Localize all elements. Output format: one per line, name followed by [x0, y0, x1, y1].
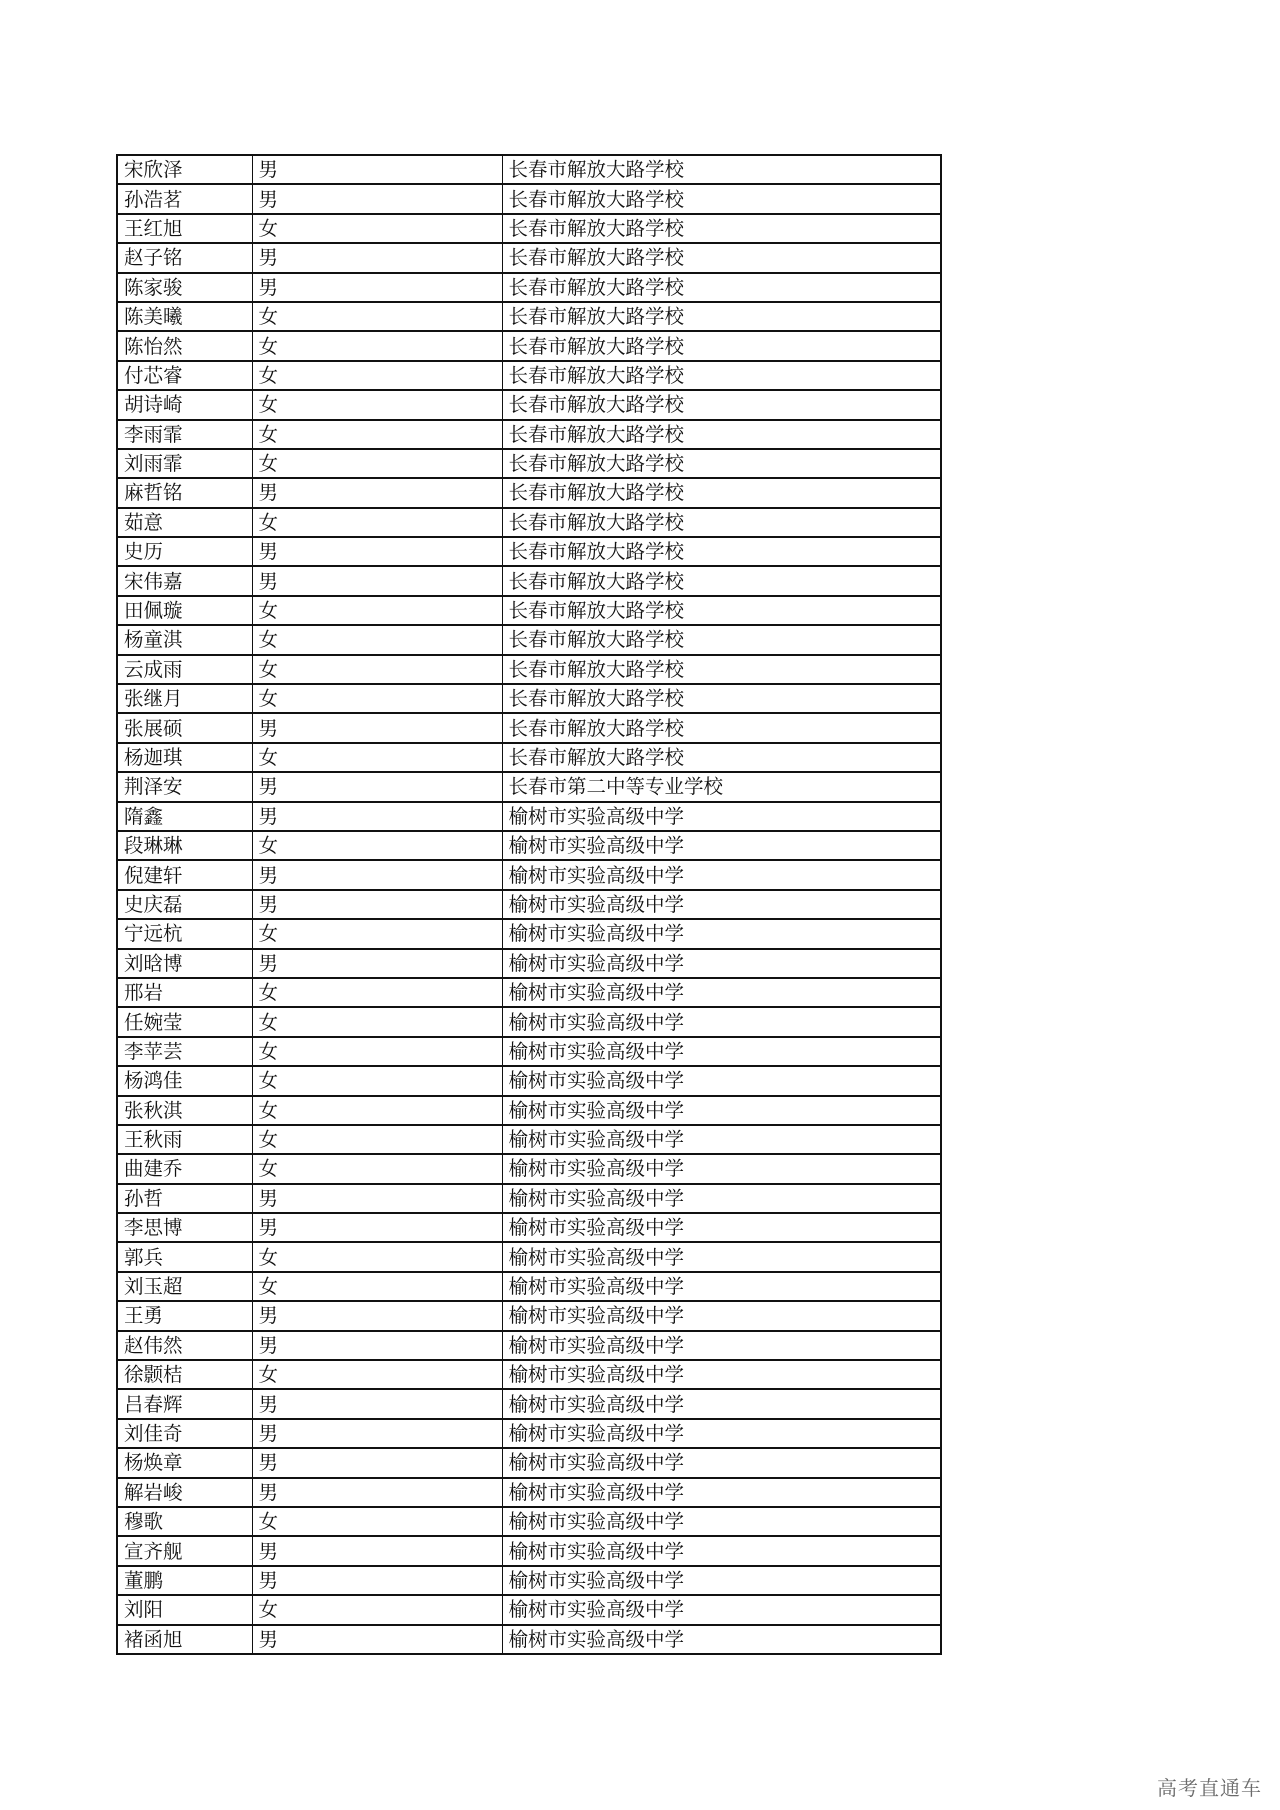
- school-cell: 长春市解放大路学校: [502, 361, 941, 390]
- table-row: [117, 655, 941, 684]
- gender-cell: 男: [252, 949, 502, 978]
- school-cell: 长春市解放大路学校: [502, 743, 941, 772]
- school-cell: 榆树市实验高级中学: [502, 978, 941, 1007]
- gender-cell: 男: [252, 1389, 502, 1418]
- table-row: [117, 743, 941, 772]
- school-cell: 榆树市实验高级中学: [502, 1478, 941, 1507]
- student-name-cell: 付芯睿: [117, 361, 252, 390]
- school-cell: 长春市解放大路学校: [502, 184, 941, 213]
- student-name-cell: 宋伟嘉: [117, 566, 252, 595]
- school-cell: 榆树市实验高级中学: [502, 1360, 941, 1389]
- table-row: [117, 1536, 941, 1565]
- gender-cell: 女: [252, 919, 502, 948]
- school-cell: 长春市解放大路学校: [502, 537, 941, 566]
- table-row: [117, 1478, 941, 1507]
- gender-cell: 男: [252, 1448, 502, 1477]
- student-name-cell: 吕春辉: [117, 1389, 252, 1418]
- table-row: [117, 1331, 941, 1360]
- table-row: [117, 1213, 941, 1242]
- student-name-cell: 王秋雨: [117, 1125, 252, 1154]
- student-name-cell: 曲建乔: [117, 1154, 252, 1183]
- gender-cell: 女: [252, 1360, 502, 1389]
- gender-cell: 女: [252, 1154, 502, 1183]
- gender-cell: 男: [252, 1419, 502, 1448]
- gender-cell: 女: [252, 978, 502, 1007]
- gender-cell: 女: [252, 596, 502, 625]
- table-row: [117, 919, 941, 948]
- table-row: [117, 1242, 941, 1271]
- table-row: [117, 1096, 941, 1125]
- school-cell: 榆树市实验高级中学: [502, 1595, 941, 1624]
- school-cell: 长春市解放大路学校: [502, 684, 941, 713]
- student-name-cell: 赵子铭: [117, 243, 252, 272]
- gender-cell: 女: [252, 743, 502, 772]
- gender-cell: 女: [252, 302, 502, 331]
- student-name-cell: 李思博: [117, 1213, 252, 1242]
- student-name-cell: 杨童淇: [117, 625, 252, 654]
- school-cell: 榆树市实验高级中学: [502, 802, 941, 831]
- gender-cell: 女: [252, 1007, 502, 1036]
- student-name-cell: 王勇: [117, 1301, 252, 1330]
- student-name-cell: 孙哲: [117, 1184, 252, 1213]
- table-row: [117, 478, 941, 507]
- school-cell: 长春市解放大路学校: [502, 273, 941, 302]
- school-cell: 榆树市实验高级中学: [502, 1184, 941, 1213]
- student-name-cell: 宁远杭: [117, 919, 252, 948]
- student-name-cell: 陈怡然: [117, 331, 252, 360]
- table-row: [117, 1507, 941, 1536]
- gender-cell: 女: [252, 684, 502, 713]
- roster-body: [117, 155, 941, 1654]
- student-name-cell: 解岩峻: [117, 1478, 252, 1507]
- student-name-cell: 张展硕: [117, 713, 252, 742]
- student-name-cell: 张秋淇: [117, 1096, 252, 1125]
- table-row: [117, 890, 941, 919]
- gender-cell: 男: [252, 1566, 502, 1595]
- table-row: [117, 625, 941, 654]
- school-cell: 长春市解放大路学校: [502, 508, 941, 537]
- student-name-cell: 李苹芸: [117, 1037, 252, 1066]
- school-cell: 长春市解放大路学校: [502, 331, 941, 360]
- table-row: [117, 1066, 941, 1095]
- gender-cell: 男: [252, 566, 502, 595]
- gender-cell: 女: [252, 1125, 502, 1154]
- gender-cell: 女: [252, 508, 502, 537]
- student-name-cell: 张继月: [117, 684, 252, 713]
- gender-cell: 女: [252, 1066, 502, 1095]
- school-cell: 长春市解放大路学校: [502, 655, 941, 684]
- table-row: [117, 1625, 941, 1654]
- table-row: [117, 273, 941, 302]
- student-name-cell: 王红旭: [117, 214, 252, 243]
- gender-cell: 男: [252, 184, 502, 213]
- gender-cell: 女: [252, 1595, 502, 1624]
- table-row: [117, 860, 941, 889]
- gender-cell: 女: [252, 214, 502, 243]
- student-name-cell: 史庆磊: [117, 890, 252, 919]
- school-cell: 榆树市实验高级中学: [502, 1213, 941, 1242]
- table-row: [117, 1448, 941, 1477]
- school-cell: 长春市解放大路学校: [502, 596, 941, 625]
- gender-cell: 男: [252, 1478, 502, 1507]
- school-cell: 榆树市实验高级中学: [502, 1507, 941, 1536]
- school-cell: 长春市解放大路学校: [502, 478, 941, 507]
- table-row: [117, 537, 941, 566]
- school-cell: 榆树市实验高级中学: [502, 1125, 941, 1154]
- school-cell: 榆树市实验高级中学: [502, 860, 941, 889]
- school-cell: 榆树市实验高级中学: [502, 1389, 941, 1418]
- student-name-cell: 刘雨霏: [117, 449, 252, 478]
- student-name-cell: 杨迦琪: [117, 743, 252, 772]
- school-cell: 长春市第二中等专业学校: [502, 772, 941, 801]
- school-cell: 榆树市实验高级中学: [502, 1037, 941, 1066]
- school-cell: 榆树市实验高级中学: [502, 831, 941, 860]
- school-cell: 榆树市实验高级中学: [502, 1272, 941, 1301]
- gender-cell: 女: [252, 420, 502, 449]
- student-name-cell: 郭兵: [117, 1242, 252, 1271]
- student-name-cell: 徐颢桔: [117, 1360, 252, 1389]
- gender-cell: 女: [252, 1037, 502, 1066]
- table-row: [117, 184, 941, 213]
- table-row: [117, 155, 941, 184]
- table-row: [117, 1419, 941, 1448]
- student-name-cell: 刘阳: [117, 1595, 252, 1624]
- table-row: [117, 1272, 941, 1301]
- student-name-cell: 刘佳奇: [117, 1419, 252, 1448]
- gender-cell: 男: [252, 713, 502, 742]
- student-name-cell: 隋鑫: [117, 802, 252, 831]
- table-row: [117, 243, 941, 272]
- student-name-cell: 陈家骏: [117, 273, 252, 302]
- school-cell: 长春市解放大路学校: [502, 214, 941, 243]
- gender-cell: 女: [252, 331, 502, 360]
- table-row: [117, 1566, 941, 1595]
- school-cell: 榆树市实验高级中学: [502, 1536, 941, 1565]
- table-row: [117, 684, 941, 713]
- student-name-cell: 宣齐舰: [117, 1536, 252, 1565]
- student-name-cell: 麻哲铭: [117, 478, 252, 507]
- gender-cell: 女: [252, 1507, 502, 1536]
- school-cell: 长春市解放大路学校: [502, 449, 941, 478]
- student-name-cell: 赵伟然: [117, 1331, 252, 1360]
- school-cell: 榆树市实验高级中学: [502, 1625, 941, 1654]
- table-row: [117, 949, 941, 978]
- gender-cell: 男: [252, 1184, 502, 1213]
- student-name-cell: 褚函旭: [117, 1625, 252, 1654]
- gender-cell: 女: [252, 1242, 502, 1271]
- student-name-cell: 陈美曦: [117, 302, 252, 331]
- gender-cell: 男: [252, 890, 502, 919]
- gender-cell: 女: [252, 1096, 502, 1125]
- student-name-cell: 云成雨: [117, 655, 252, 684]
- table-row: [117, 1360, 941, 1389]
- student-name-cell: 史历: [117, 537, 252, 566]
- table-row: [117, 1037, 941, 1066]
- school-cell: 长春市解放大路学校: [502, 625, 941, 654]
- school-cell: 榆树市实验高级中学: [502, 1448, 941, 1477]
- gender-cell: 男: [252, 860, 502, 889]
- table-row: [117, 214, 941, 243]
- school-cell: 榆树市实验高级中学: [502, 1066, 941, 1095]
- table-row: [117, 596, 941, 625]
- gender-cell: 男: [252, 1536, 502, 1565]
- table-row: [117, 1125, 941, 1154]
- gender-cell: 男: [252, 772, 502, 801]
- student-name-cell: 刘玉超: [117, 1272, 252, 1301]
- student-name-cell: 穆歌: [117, 1507, 252, 1536]
- school-cell: 长春市解放大路学校: [502, 420, 941, 449]
- student-name-cell: 邢岩: [117, 978, 252, 1007]
- table-row: [117, 1184, 941, 1213]
- student-name-cell: 宋欣泽: [117, 155, 252, 184]
- gender-cell: 女: [252, 361, 502, 390]
- student-name-cell: 董鹏: [117, 1566, 252, 1595]
- gender-cell: 男: [252, 1301, 502, 1330]
- school-cell: 长春市解放大路学校: [502, 155, 941, 184]
- table-row: [117, 978, 941, 1007]
- student-name-cell: 杨鸿佳: [117, 1066, 252, 1095]
- gender-cell: 男: [252, 273, 502, 302]
- table-row: [117, 1154, 941, 1183]
- table-row: [117, 331, 941, 360]
- gender-cell: 女: [252, 831, 502, 860]
- table-row: [117, 420, 941, 449]
- table-row: [117, 1007, 941, 1036]
- student-name-cell: 李雨霏: [117, 420, 252, 449]
- gender-cell: 男: [252, 1625, 502, 1654]
- gender-cell: 女: [252, 625, 502, 654]
- student-name-cell: 任婉莹: [117, 1007, 252, 1036]
- table-row: [117, 831, 941, 860]
- table-row: [117, 772, 941, 801]
- table-row: [117, 449, 941, 478]
- table-row: [117, 1301, 941, 1330]
- school-cell: 榆树市实验高级中学: [502, 1419, 941, 1448]
- gender-cell: 女: [252, 449, 502, 478]
- school-cell: 榆树市实验高级中学: [502, 1566, 941, 1595]
- gender-cell: 女: [252, 1272, 502, 1301]
- gender-cell: 男: [252, 537, 502, 566]
- student-name-cell: 杨焕章: [117, 1448, 252, 1477]
- school-cell: 榆树市实验高级中学: [502, 949, 941, 978]
- gender-cell: 男: [252, 1331, 502, 1360]
- school-cell: 榆树市实验高级中学: [502, 919, 941, 948]
- table-row: [117, 802, 941, 831]
- school-cell: 榆树市实验高级中学: [502, 890, 941, 919]
- table-row: [117, 713, 941, 742]
- student-name-cell: 田佩璇: [117, 596, 252, 625]
- school-cell: 长春市解放大路学校: [502, 390, 941, 419]
- school-cell: 榆树市实验高级中学: [502, 1242, 941, 1271]
- school-cell: 榆树市实验高级中学: [502, 1007, 941, 1036]
- table-row: [117, 361, 941, 390]
- student-roster-table: [116, 154, 942, 1655]
- school-cell: 榆树市实验高级中学: [502, 1331, 941, 1360]
- table-row: [117, 566, 941, 595]
- student-name-cell: 茹意: [117, 508, 252, 537]
- watermark-text: 高考直通车: [1157, 1776, 1262, 1800]
- table-row: [117, 1389, 941, 1418]
- student-name-cell: 孙浩茗: [117, 184, 252, 213]
- school-cell: 长春市解放大路学校: [502, 713, 941, 742]
- student-name-cell: 胡诗崎: [117, 390, 252, 419]
- table-row: [117, 302, 941, 331]
- student-name-cell: 荆泽安: [117, 772, 252, 801]
- student-name-cell: 段琳琳: [117, 831, 252, 860]
- school-cell: 榆树市实验高级中学: [502, 1154, 941, 1183]
- table-row: [117, 390, 941, 419]
- gender-cell: 女: [252, 655, 502, 684]
- gender-cell: 男: [252, 478, 502, 507]
- gender-cell: 男: [252, 243, 502, 272]
- school-cell: 榆树市实验高级中学: [502, 1096, 941, 1125]
- gender-cell: 男: [252, 802, 502, 831]
- student-name-cell: 刘晗博: [117, 949, 252, 978]
- gender-cell: 男: [252, 1213, 502, 1242]
- school-cell: 长春市解放大路学校: [502, 566, 941, 595]
- school-cell: 长春市解放大路学校: [502, 243, 941, 272]
- school-cell: 长春市解放大路学校: [502, 302, 941, 331]
- table-row: [117, 508, 941, 537]
- school-cell: 榆树市实验高级中学: [502, 1301, 941, 1330]
- table-row: [117, 1595, 941, 1624]
- gender-cell: 女: [252, 390, 502, 419]
- gender-cell: 男: [252, 155, 502, 184]
- student-name-cell: 倪建轩: [117, 860, 252, 889]
